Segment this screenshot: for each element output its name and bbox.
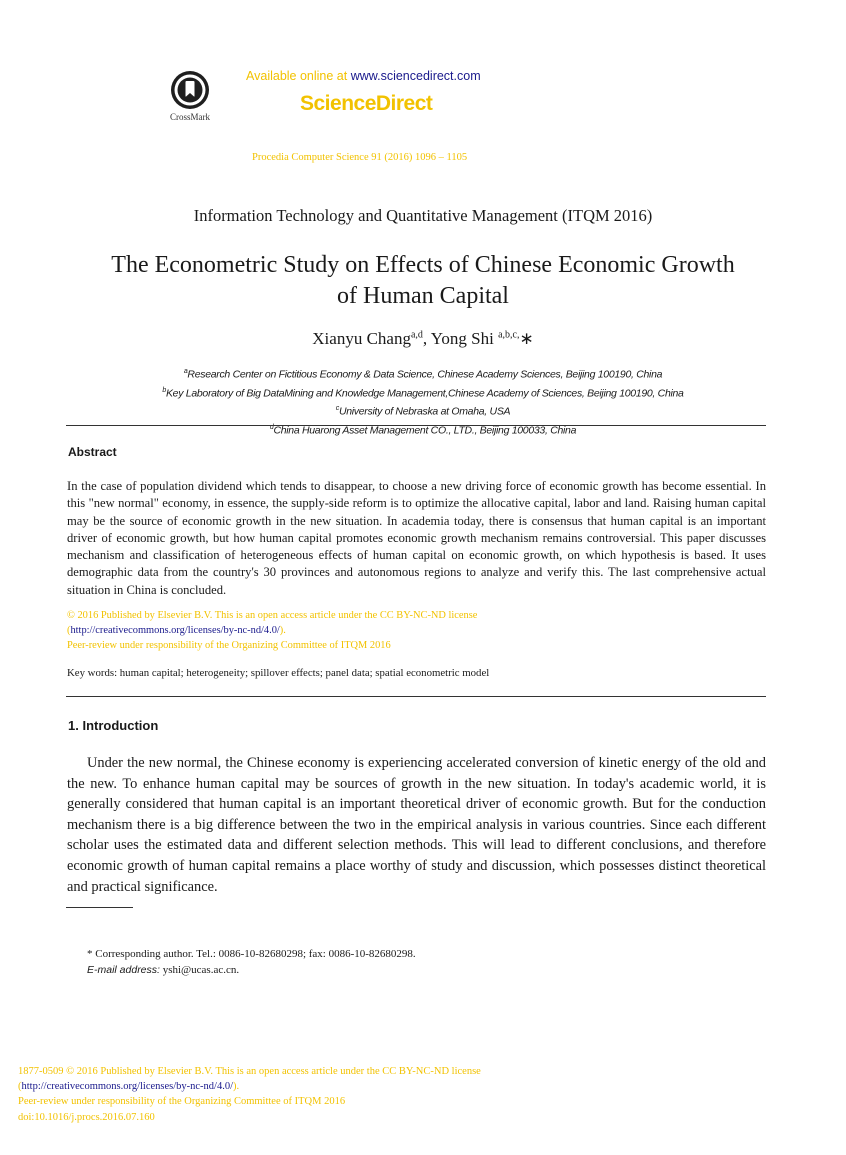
sciencedirect-logo: ScienceDirect xyxy=(300,92,433,115)
available-online xyxy=(246,69,481,83)
copyright-footer xyxy=(18,1064,481,1125)
divider xyxy=(66,425,766,426)
author-list xyxy=(0,329,846,349)
author-name: Xianyu Chang xyxy=(312,329,411,348)
issn-license-line: 1877-0509 © 2016 Published by Elsevier B.V. This is an open access article under the CC BY-NC-ND license xyxy=(18,1066,481,1077)
email-note xyxy=(87,963,416,979)
footnote-divider xyxy=(66,907,133,908)
keywords: Key words: human capital; heterogeneity; spillover effects; panel data; spatial econometric model xyxy=(67,667,490,679)
conference-name: Information Technology and Quantitative Management (ITQM 2016) xyxy=(193,206,653,225)
paper-title-line-1: The Econometric Study on Effects of Chinese Economic Growth xyxy=(111,252,735,278)
affiliation: $^d$China Huarong Asset Management CO., LTD., Beijing 100033, China xyxy=(269,423,577,436)
affiliation: $^a$Research Center on Fictitious Economy & Data Science, Chinese Academy Sciences, Beijing 100190, China xyxy=(183,368,663,381)
introduction-body: Under the new normal, the Chinese economy is experiencing accelerated conversion of kinetic energy of the old and the new. To enhance human capital may be sources of growth in the new situation. In today's academic world, it is generally considered that human capital is an important theoretical driver of economic growth. But for the conduction mechanism there is a big difference between the two in the empirical analysis in various countries. Since each different scholar uses the estimated data and different selection methods. This will lead to different conclusions, and therefore economic growth of human capital remains a place worthy of study and discussion, which possesses distinct theoretical and practical significance. xyxy=(67,755,766,895)
affiliation: $^c$University of Nebraska at Omaha, USA xyxy=(335,405,511,418)
peer-review-notice: Peer-review under responsibility of the Organizing Committee of ITQM 2016 xyxy=(67,640,391,651)
email-address[interactable]: yshi@ucas.ac.cn. xyxy=(159,963,240,976)
available-prefix: Available online at xyxy=(246,69,351,83)
license-line: © 2016 Published by Elsevier B.V. This is an open access article under the CC BY-NC-ND license xyxy=(67,610,478,621)
abstract-heading: Abstract xyxy=(68,445,117,459)
email-label: E-mail address: xyxy=(87,963,160,976)
license-notice xyxy=(67,608,477,653)
journal-reference: Procedia Computer Science 91 (2016) 1096 – 1105 xyxy=(252,152,468,163)
paper-title xyxy=(40,250,806,312)
abstract-body: In the case of population dividend which tends to disappear, to choose a new driving force of economic growth has become essential. In this "new normal" economy, in essence, the supply-side reform is to optimize the allocative capital, labor and land. Raising human capital may be the source of economic growth in the new situation. In academia today, there is consensus that human capital is an important driver of economic growth, but how human capital promotes economic growth mechanism remains controversial. This paper discusses mechanism and classification of heterogeneous effects of human capital on economic growth, on which hypothesis is based. It uses demographic data from the country's 30 provinces and autonomous regions to analyze and verify this. The last comprehensive actual situation in China is concluded. xyxy=(67,479,766,597)
author-separator: , xyxy=(422,329,431,348)
divider xyxy=(66,696,766,697)
affiliation: $^b$Key Laboratory of Big DataMining and Knowledge Management,Chinese Academy of Sciences, Beijing 100190, China xyxy=(162,386,684,399)
sciencedirect-link[interactable]: www.sciencedirect.com xyxy=(350,69,481,83)
affiliations xyxy=(0,364,846,438)
footer-peer-review: Peer-review under responsibility of the Organizing Committee of ITQM 2016 xyxy=(18,1096,346,1108)
footer-license-url-line: (http://creativecommons.org/licenses/by-nc-nd/4.0/). xyxy=(18,1081,240,1093)
license-url-line: (http://creativecommons.org/licenses/by-nc-nd/4.0/). xyxy=(67,625,286,636)
introduction-heading: 1. Introduction xyxy=(68,718,159,733)
author-affiliation-marks: a,b,c, xyxy=(498,329,520,341)
footer-license-link[interactable]: http://creativecommons.org/licenses/by-nc-nd/4.0/ xyxy=(21,1081,234,1093)
crossmark-label: CrossMark xyxy=(170,112,210,122)
crossmark-badge[interactable] xyxy=(162,70,218,122)
license-link[interactable]: http://creativecommons.org/licenses/by-nc-nd/4.0/ xyxy=(70,625,280,636)
footnote xyxy=(87,947,416,978)
author-name: Yong Shi xyxy=(430,329,499,348)
corresponding-author-mark: ∗ xyxy=(519,329,534,348)
corresponding-author-note: * Corresponding author. Tel.: 0086-10-82680298; fax: 0086-10-82680298. xyxy=(87,948,416,960)
crossmark-icon xyxy=(170,70,210,110)
paper-title-line-2: of Human Capital xyxy=(337,283,509,309)
doi[interactable]: doi:10.1016/j.procs.2016.07.160 xyxy=(18,1111,155,1123)
author-affiliation-marks: a,d xyxy=(410,329,423,341)
